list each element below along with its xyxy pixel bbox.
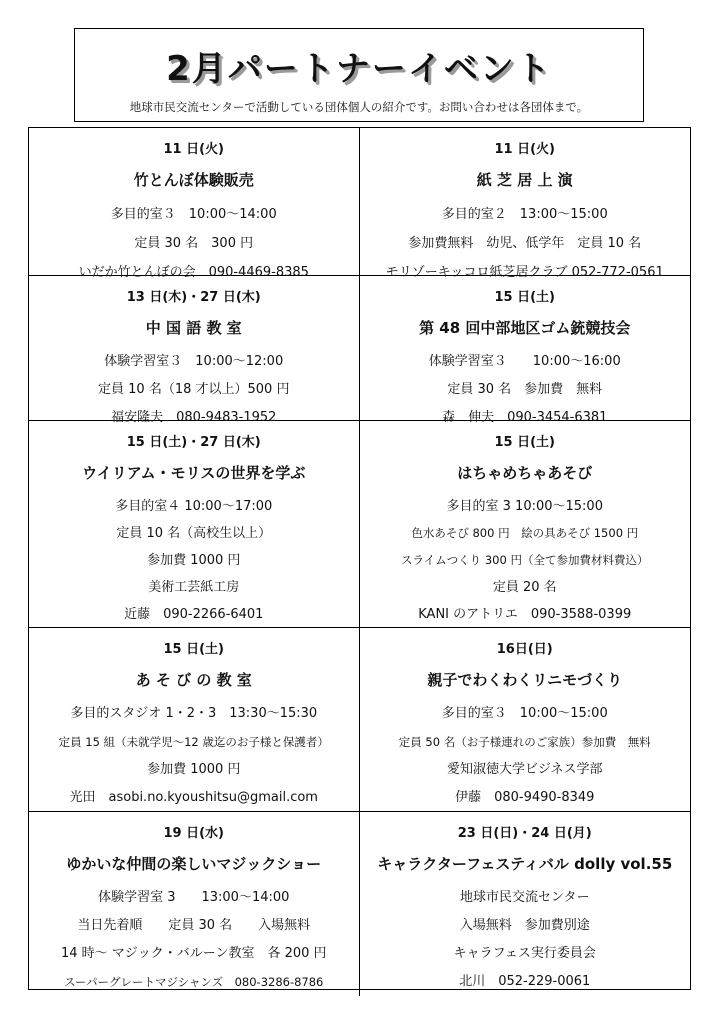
event-detail: 定員 50 名（お子様連れのご家族）参加費 無料 <box>398 735 651 749</box>
event-contact: 福安隆夫 080-9483-1952 <box>111 410 277 425</box>
event-cell-2 <box>360 128 691 280</box>
event-date: 13 日(木)・27 日(木) <box>126 290 261 305</box>
event-detail: 定員 10 名（高校生以上） <box>116 526 272 541</box>
page-subtitle: 地球市民交流センターで活動している団体個人の紹介です。お問い合わせは各団体まで。 <box>129 100 589 114</box>
event-cell-8 <box>360 628 691 812</box>
event-detail: 当日先着順 定員 30 名 入場無料 <box>77 918 311 933</box>
event-name: 第 48 回中部地区ゴム銃競技会 <box>419 319 631 337</box>
event-name: あ そ び の 教 室 <box>135 671 252 689</box>
event-venue: 多目的室３ 10:00～14:00 <box>110 207 277 222</box>
event-name: 中 国 語 教 室 <box>145 319 242 337</box>
event-cell-5 <box>29 421 360 628</box>
event-detail: 参加費 1000 円 <box>147 553 241 568</box>
event-cell-9 <box>29 812 360 996</box>
event-venue: 体験学習室３ 10:00～16:00 <box>428 354 621 369</box>
event-name: はちゃめちゃあそび <box>457 464 593 482</box>
event-cell-10 <box>360 812 691 996</box>
event-venue: 多目的室３ 10:00～15:00 <box>441 706 608 721</box>
event-date: 15 日(土) <box>494 290 555 305</box>
event-venue: 体験学習室 3 13:00～14:00 <box>98 890 290 905</box>
event-name: キャラクターフェスティバル dolly vol.55 <box>377 855 673 873</box>
event-organizer: キャラフェス実行委員会 <box>453 946 596 961</box>
event-detail: 定員 15 組（未就学児～12 歳迄のお子様と保護者） <box>58 735 329 749</box>
event-date: 15 日(土) <box>163 642 224 657</box>
event-contact: 北川 052-229-0061 <box>459 974 591 989</box>
event-name: 竹とんぼ体験販売 <box>133 171 254 189</box>
event-date: 15 日(土) <box>494 435 555 450</box>
event-detail: スライムつくり 300 円（全て参加費材料費込） <box>401 553 649 567</box>
event-venue: 体験学習室３ 10:00～12:00 <box>104 354 284 369</box>
event-date: 11 日(火) <box>494 142 555 157</box>
event-name: 紙 芝 居 上 演 <box>476 171 573 189</box>
event-date: 11 日(火) <box>163 142 224 157</box>
event-contact: モリゾーキッコロ紙芝居クラブ 052-772-0561 <box>385 265 664 280</box>
event-venue: 多目的スタジオ 1・2・3 13:30～15:30 <box>70 706 318 721</box>
event-contact: 近藤 090-2266-6401 <box>124 607 264 622</box>
event-detail: 定員 30 名 300 円 <box>134 236 254 251</box>
event-contact: 光田 asobi.no.kyoushitsu@gmail.com <box>69 790 318 805</box>
event-date: 15 日(土)・27 日(木) <box>126 435 261 450</box>
event-date: 16日(日) <box>496 642 553 657</box>
event-contact: スーパーグレートマジシャンズ 080-3286-8786 <box>64 975 324 989</box>
event-date: 23 日(日)・24 日(月) <box>457 826 592 841</box>
event-cell-1 <box>29 128 360 280</box>
event-detail: 参加費 1000 円 <box>147 762 241 777</box>
event-detail: 定員 30 名 参加費 無料 <box>447 382 603 397</box>
event-organizer: 美術工芸紙工房 <box>148 580 240 595</box>
event-organizer: 愛知淑徳大学ビジネス学部 <box>446 762 603 777</box>
event-name: 親子でわくわくリニモづくり <box>427 671 623 689</box>
event-date: 19 日(水) <box>163 826 224 841</box>
event-cell-3 <box>29 276 360 425</box>
events-grid <box>28 127 691 990</box>
event-cell-6 <box>360 421 691 628</box>
event-name: ゆかいな仲間の楽しいマジックショー <box>66 855 322 873</box>
event-venue: 多目的室２ 13:00～15:00 <box>441 207 608 222</box>
event-detail: 14 時～ マジック・バルーン教室 各 200 円 <box>60 946 327 961</box>
title-box <box>74 28 644 122</box>
event-name: ウイリアム・モリスの世界を学ぶ <box>82 464 306 482</box>
event-venue: 地球市民交流センター <box>460 890 590 905</box>
event-detail: 定員 10 名（18 才以上）500 円 <box>98 382 290 397</box>
event-detail: 参加費無料 幼児、低学年 定員 10 名 <box>408 236 642 251</box>
event-cell-7 <box>29 628 360 812</box>
event-detail: 定員 20 名 <box>492 580 557 595</box>
event-detail: 入場無料 参加費別途 <box>459 918 590 933</box>
event-contact: KANI のアトリエ 090-3588-0399 <box>418 607 632 622</box>
event-detail: 色水あそび 800 円 絵の具あそび 1500 円 <box>411 526 639 540</box>
event-venue: 多目的室 3 10:00～15:00 <box>446 499 603 514</box>
event-contact: 伊藤 080-9490-8349 <box>455 790 595 805</box>
event-contact: 森 伸夫 090-3454-6381 <box>442 410 608 425</box>
event-cell-4 <box>360 276 691 425</box>
event-contact: いだか竹とんぼの会 090-4469-8385 <box>78 265 309 280</box>
event-venue: 多目的室４ 10:00～17:00 <box>115 499 273 514</box>
page-title: 2月パートナーイベント <box>166 49 552 89</box>
